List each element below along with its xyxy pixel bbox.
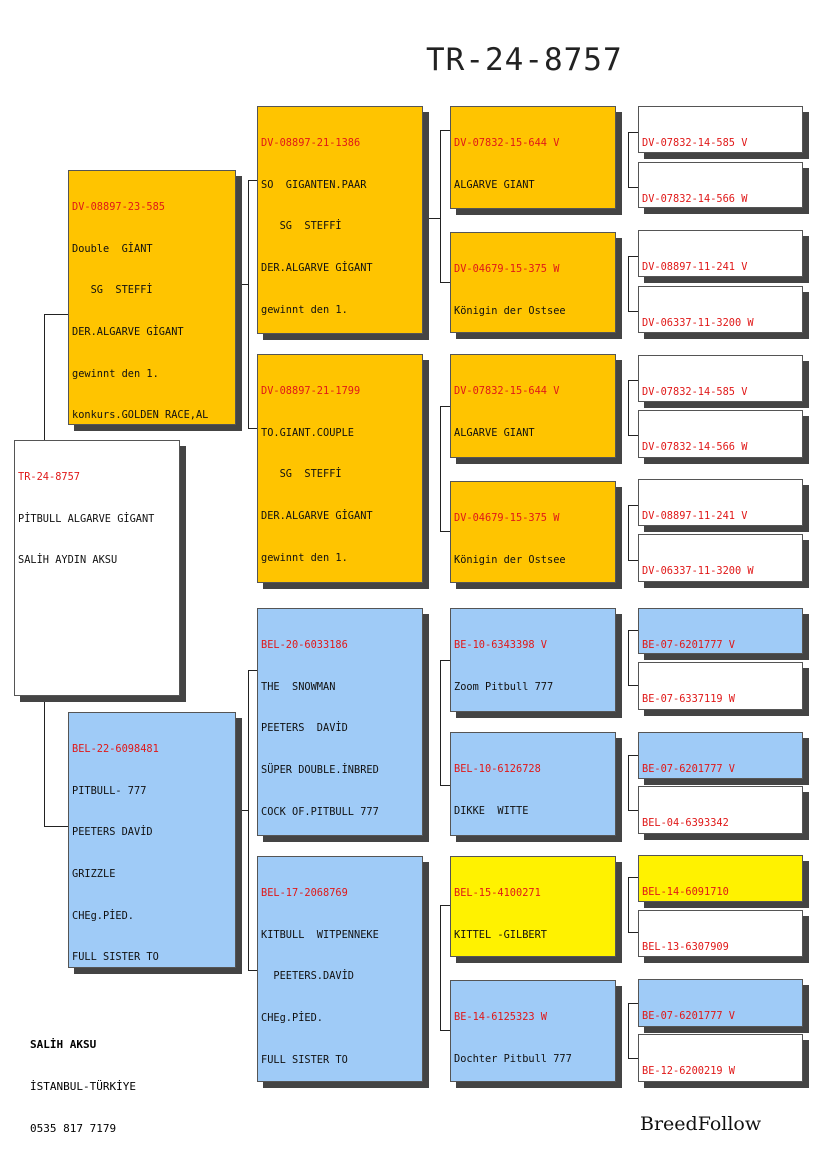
great-grandparent-card[interactable]: [450, 732, 616, 836]
subject-card[interactable]: [14, 440, 180, 696]
connector: [628, 810, 638, 811]
card-line: SALİH AYDIN AKSU: [18, 554, 118, 567]
ancestor-card[interactable]: [638, 608, 803, 654]
connector: [440, 282, 450, 283]
ring-number: BE-14-6125323 W: [454, 1010, 547, 1023]
connector: [440, 660, 441, 785]
ring-number: BEL-10-6126728: [454, 762, 541, 775]
card-line: DER.ALGARVE GİGANT: [261, 509, 373, 522]
connector: [440, 1030, 450, 1031]
card-line: Königin der Ostsee: [454, 553, 566, 566]
card-line: DIKKE WITTE: [454, 804, 529, 817]
card-line: COCK OF.PITBULL 777: [261, 805, 379, 818]
sire-card[interactable]: [68, 170, 236, 425]
card-line: PİTBULL ALGARVE GİGANT: [18, 512, 155, 525]
great-grandparent-card[interactable]: [450, 980, 616, 1082]
card-line: SO GIGANTEN.PAAR: [261, 178, 367, 191]
ring-number: BE-07-6201777 V: [642, 762, 735, 775]
connector: [628, 132, 629, 187]
card-line: TO.GIANT.COUPLE: [261, 426, 354, 439]
card-line: DER.ALGARVE GİGANT: [72, 325, 184, 338]
card-line: FULL SISTER TO: [72, 951, 159, 964]
connector: [429, 218, 440, 219]
owner-phone: 0535 817 7179: [30, 1122, 117, 1135]
card-line: CHEg.PİED.: [72, 909, 134, 922]
ring-number: DV-07832-14-585 V: [642, 385, 748, 398]
ring-number: DV-04679-15-375 W: [454, 262, 560, 275]
owner-city: İSTANBUL-TÜRKİYE: [30, 1080, 136, 1093]
connector: [628, 256, 638, 257]
great-grandparent-card[interactable]: [450, 608, 616, 712]
connector: [628, 435, 638, 436]
ring-number: DV-07832-14-585 V: [642, 136, 748, 149]
ring-number: BE-07-6337119 W: [642, 692, 735, 705]
connector: [440, 660, 450, 661]
owner-name: SALİH AKSU: [30, 1038, 97, 1051]
ring-number: DV-06337-11-3200 W: [642, 564, 754, 577]
ring-number: DV-08897-11-241 V: [642, 509, 748, 522]
ring-number: BEL-13-6307909: [642, 940, 729, 953]
ancestor-card[interactable]: [638, 786, 803, 834]
connector: [440, 785, 450, 786]
connector: [628, 132, 638, 133]
ring-number: BE-07-6201777 V: [642, 1009, 735, 1022]
connector: [628, 1058, 638, 1059]
owner-contact: [30, 1010, 136, 1150]
connector: [440, 130, 441, 282]
connector: [628, 187, 638, 188]
grandparent-card[interactable]: [257, 856, 423, 1082]
ancestor-card[interactable]: [638, 855, 803, 902]
ancestor-card[interactable]: [638, 286, 803, 333]
connector: [628, 505, 638, 506]
connector: [628, 755, 638, 756]
ring-number: DV-06337-11-3200 W: [642, 316, 754, 329]
connector: [44, 826, 69, 827]
ancestor-card[interactable]: [638, 355, 803, 402]
ring-number: DV-08897-11-241 V: [642, 260, 748, 273]
card-line: Königin der Ostsee: [454, 304, 566, 317]
ancestor-card[interactable]: [638, 979, 803, 1027]
grandparent-card[interactable]: [257, 106, 423, 334]
card-line: THE SNOWMAN: [261, 680, 336, 693]
ancestor-card[interactable]: [638, 1034, 803, 1082]
card-line: SG STEFFİ: [72, 284, 153, 297]
connector: [628, 630, 629, 685]
card-line: FULL SISTER TO: [261, 1053, 348, 1066]
card-line: GRIZZLE: [72, 867, 116, 880]
connector: [628, 311, 638, 312]
connector: [628, 630, 638, 631]
ring-number: BEL-17-2068769: [261, 886, 348, 899]
connector: [628, 380, 629, 435]
connector: [440, 130, 450, 131]
card-line: PITBULL- 777: [72, 784, 147, 797]
ring-number: BE-12-6200219 W: [642, 1064, 735, 1077]
ancestor-card[interactable]: [638, 662, 803, 710]
card-line: Zoom Pitbull 777: [454, 680, 554, 693]
connector: [628, 560, 638, 561]
card-line: ALGARVE GIANT: [454, 178, 535, 191]
ring-number: DV-08897-21-1386: [261, 136, 361, 149]
ring-number: DV-07832-15-644 V: [454, 384, 560, 397]
connector: [628, 685, 638, 686]
connector: [628, 380, 638, 381]
pedigree-title: TR-24-8757: [426, 42, 623, 78]
connector: [440, 406, 450, 407]
card-line: KITBULL WITPENNEKE: [261, 928, 379, 941]
ring-number: BE-10-6343398 V: [454, 638, 547, 651]
card-line: gewinnt den 1.: [72, 367, 159, 380]
connector: [628, 1003, 629, 1058]
connector: [44, 314, 69, 315]
card-line: SÜPER DOUBLE.İNBRED: [261, 763, 379, 776]
connector: [248, 180, 249, 428]
great-grandparent-card[interactable]: [450, 106, 616, 209]
ancestor-card[interactable]: [638, 534, 803, 582]
ring-number: DV-08897-23-585: [72, 200, 165, 213]
ancestor-card[interactable]: [638, 230, 803, 277]
ring-number: DV-07832-14-566 W: [642, 192, 748, 205]
dam-card[interactable]: [68, 712, 236, 968]
ring-number: TR-24-8757: [18, 470, 80, 483]
ring-number: BEL-14-6091710: [642, 885, 729, 898]
connector: [628, 877, 629, 932]
great-grandparent-card[interactable]: [450, 354, 616, 458]
card-line: PEETERS.DAVİD: [261, 970, 354, 983]
connector: [237, 810, 248, 811]
connector: [237, 284, 248, 285]
ancestor-card[interactable]: [638, 410, 803, 458]
ring-number: BE-07-6201777 V: [642, 638, 735, 651]
card-line: gewinnt den 1.: [261, 303, 348, 316]
card-line: Double GİANT: [72, 242, 153, 255]
card-line: PEETERS DAVİD: [261, 722, 348, 735]
brand-logo: BreedFollow: [640, 1113, 762, 1135]
great-grandparent-card[interactable]: [450, 232, 616, 333]
ring-number: BEL-04-6393342: [642, 816, 729, 829]
card-line: Dochter Pitbull 777: [454, 1052, 572, 1065]
connector: [628, 256, 629, 311]
ancestor-card[interactable]: [638, 162, 803, 208]
card-line: CHEg.PİED.: [261, 1011, 323, 1024]
ancestor-card[interactable]: [638, 910, 803, 957]
connector: [440, 406, 441, 531]
ancestor-card[interactable]: [638, 106, 803, 153]
connector: [628, 755, 629, 810]
card-line: DER.ALGARVE GİGANT: [261, 261, 373, 274]
great-grandparent-card[interactable]: [450, 481, 616, 583]
connector: [440, 905, 441, 1030]
ancestor-card[interactable]: [638, 732, 803, 779]
card-line: konkurs.GOLDEN RACE,AL: [72, 409, 209, 422]
ancestor-card[interactable]: [638, 479, 803, 526]
ring-number: DV-04679-15-375 W: [454, 511, 560, 524]
card-line: SG STEFFİ: [261, 220, 342, 233]
connector: [628, 505, 629, 560]
ring-number: DV-08897-21-1799: [261, 384, 361, 397]
ring-number: BEL-20-6033186: [261, 638, 348, 651]
card-line: SG STEFFİ: [261, 468, 342, 481]
grandparent-card[interactable]: [257, 354, 423, 583]
grandparent-card[interactable]: [257, 608, 423, 836]
connector: [440, 905, 450, 906]
ring-number: BEL-15-4100271: [454, 886, 541, 899]
ring-number: BEL-22-6098481: [72, 742, 159, 755]
connector: [628, 1003, 638, 1004]
card-line: KITTEL -GILBERT: [454, 928, 547, 941]
ring-number: DV-07832-15-644 V: [454, 136, 560, 149]
card-line: PEETERS DAVİD: [72, 826, 153, 839]
card-line: ALGARVE GIANT: [454, 426, 535, 439]
connector: [248, 670, 249, 970]
great-grandparent-card[interactable]: [450, 856, 616, 957]
card-line: gewinnt den 1.: [261, 551, 348, 564]
connector: [628, 932, 638, 933]
ring-number: DV-07832-14-566 W: [642, 440, 748, 453]
connector: [440, 531, 450, 532]
connector: [628, 877, 638, 878]
